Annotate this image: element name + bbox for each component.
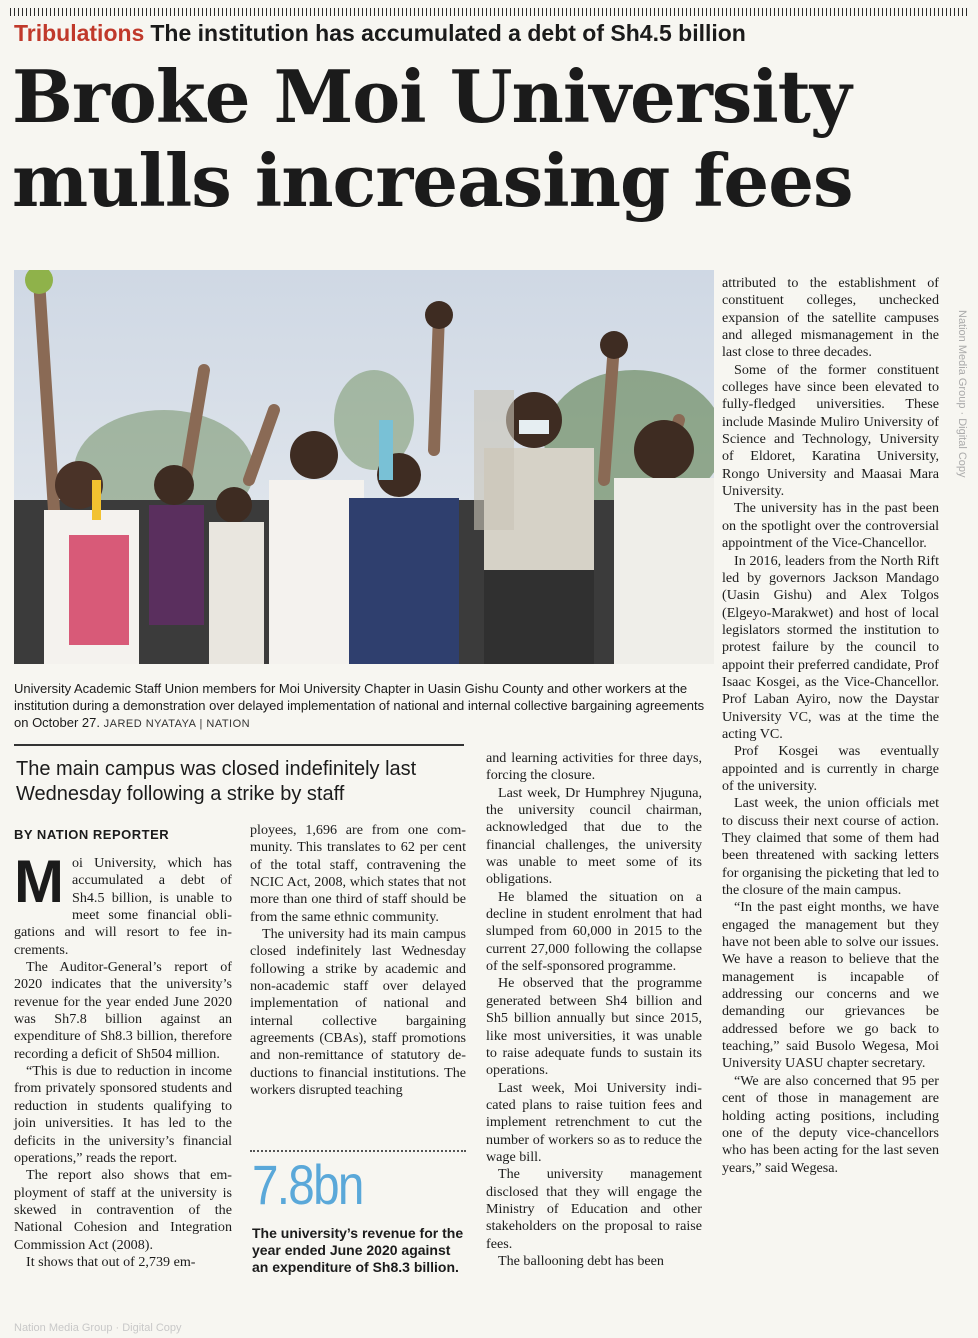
paragraph: “In the past eight months, we have engaged the management but they have not been able to solve our issues. We have a reason to believe that the management is incapable of addressing our concerns and we demanding our grievances be addressed before we go back to teaching,” said Busolo Wegesa, Moi University UASU chapter secretary.: [722, 899, 939, 1072]
article-column-3: [486, 750, 702, 1270]
photo-credit: JARED NYATAYA | NATION: [103, 718, 251, 730]
paragraph: attributed to the establishment of constituent colleges, unchecked expansion of the satellite campuses and alleged mismanagement in the last close to three decades.: [722, 275, 939, 361]
photo-caption: [14, 680, 714, 733]
summary-rule: [14, 744, 464, 746]
paragraph: “We are also concerned that 95 per cent of those in management are holding acting positions, including one of the deputy vice-chancellors who has been acting for the last seven years,” said Wegesa.: [722, 1072, 939, 1176]
photo-illustration: [14, 270, 714, 664]
paragraph: The university has in the past been on the spotlight over the controversial appointment of the Vice-Chancellor.: [722, 500, 939, 552]
paragraph: The report also shows that employment of staff at the university is skewed in contravention of the National Cohesion and Integration Commission Act (2008).: [14, 1167, 232, 1253]
article-column-2: [250, 822, 466, 1100]
paragraph-text: oi University, which has accumulated a debt of Sh4.5 billion, is unable to meet some financial obligations and will resort to fee increments.: [14, 855, 232, 958]
paragraph: He blamed the situation on a decline in student enrolment that had slumped from 60,000 in 2015 to the current 27,000 following the collapse of the self-sponsored programme.: [486, 888, 702, 975]
paragraph: ployees, 1,696 are from one community. This translates to 62 per cent of the total staff, contravening the NCIC Act, 2008, which states that not more than one third of staff should be from the same ethnic community.: [250, 822, 466, 925]
drop-cap: M: [14, 848, 64, 915]
stat-dotted-rule: [250, 1150, 466, 1152]
paragraph: He observed that the programme generated between Sh4 billion and Sh5 billion annually but since 2015, like most universities, it was unable to raise adequate funds to sustain its operations.: [486, 975, 702, 1079]
paragraph: In 2016, leaders from the North Rift led by governors Jackson Mandago (Uasin Gishu) and Alex Tolgos (Elgeyo-Marakwet) and host of local legislators stormed the institution to protest failure by the council to appoint their preferred candidate, Prof Isaac Kosgei, as the Vice-Chancellor. Prof Laban Ayiro, now the Daystar University VC, was at the time the acting VC.: [722, 552, 939, 742]
paragraph: The Auditor-General’s report of 2020 indicates that the university’s revenue for the year ended June 2020 was Sh7.8 billion against an expenditure of Sh8.3 billion, therefore recording a deficit of Sh504 million.: [14, 959, 232, 1062]
paragraph: [14, 848, 232, 959]
headline-line-1: Broke Moi University: [12, 54, 851, 139]
paragraph: Some of the former constituent colleges have since been elevated to fully-fledged universities. These include Masinde Muliro University of Science and Technology, University of Eldoret, Karatina University, Rongo University and Maasai Mara University.: [722, 361, 939, 500]
paragraph: Last week, Dr Humphrey Njuguna, the university council chairman, acknowledged that due to the financial challenges, the university was unable to meet some of its obligations.: [486, 784, 702, 888]
byline: BY NATION REPORTER: [14, 827, 170, 842]
headline-line-2: mulls increasing fees: [12, 138, 853, 223]
paragraph: and learning activities for three days, forcing the closure.: [486, 750, 702, 784]
paragraph: The university had its main campus closed indefinitely last Wednesday following a strike by academic and non-academic staff over delayed implementation of national and internal collective bargaining agreements (CBAs), staff promotions and non-remittance of statutory deductions to financial institutions. The workers disrupted teaching: [250, 926, 466, 1099]
kicker: [14, 20, 746, 47]
paragraph: Prof Kosgei was eventually appointed and is currently in charge of the university.: [722, 743, 939, 794]
summary-deck: The main campus was closed indefinitely last Wednesday following a strike by staff: [16, 758, 417, 805]
paragraph: Last week, the union officials met to discuss their next course of action. They claimed that some of them had been threatened with sacking letters for organising the picketing that led to the closure of the main campus.: [722, 795, 939, 899]
paragraph: “This is due to reduction in income from privately sponsored students and reduction in students qualifying to join universities. It has led to the deficits in the university’s financial operations,” reads the report.: [14, 1063, 232, 1166]
article-column-4: [722, 275, 939, 1177]
paragraph: It shows that out of 2,739 em-: [26, 1253, 196, 1270]
article-column-1: [14, 848, 232, 1271]
stat-figure: 7.8bn: [252, 1153, 363, 1216]
side-watermark: Nation Media Group · Digital Copy: [956, 310, 968, 478]
paragraph: The ballooning debt has been: [498, 1252, 664, 1269]
kicker-text: The institution has accumulated a debt of Sh4.5 billion: [150, 20, 746, 46]
top-tick-rule: [10, 8, 968, 16]
demonstration-photo: [14, 270, 714, 664]
footer-watermark: Nation Media Group · Digital Copy: [14, 1322, 182, 1334]
headline: [12, 55, 853, 223]
kicker-tag: Tribulations: [14, 20, 145, 46]
paragraph: Last week, Moi University indicated plans to raise tuition fees and implement retrenchment to cut the number of workers so as to reduce the wage bill.: [486, 1079, 702, 1165]
caption-text: University Academic Staff Union members for Moi University Chapter in Uasin Gishu County and other workers at the institution during a demonstration over delayed implementation of national and internal collective bargaining agreements on October 27.: [14, 681, 705, 730]
paragraph: The university management disclosed that they will engage the Ministry of Education and other stakeholders on the proposal to raise fees.: [486, 1166, 702, 1252]
stat-caption: The university’s revenue for the year ended June 2020 against an expenditure of Sh8.3 billion.: [252, 1225, 464, 1275]
